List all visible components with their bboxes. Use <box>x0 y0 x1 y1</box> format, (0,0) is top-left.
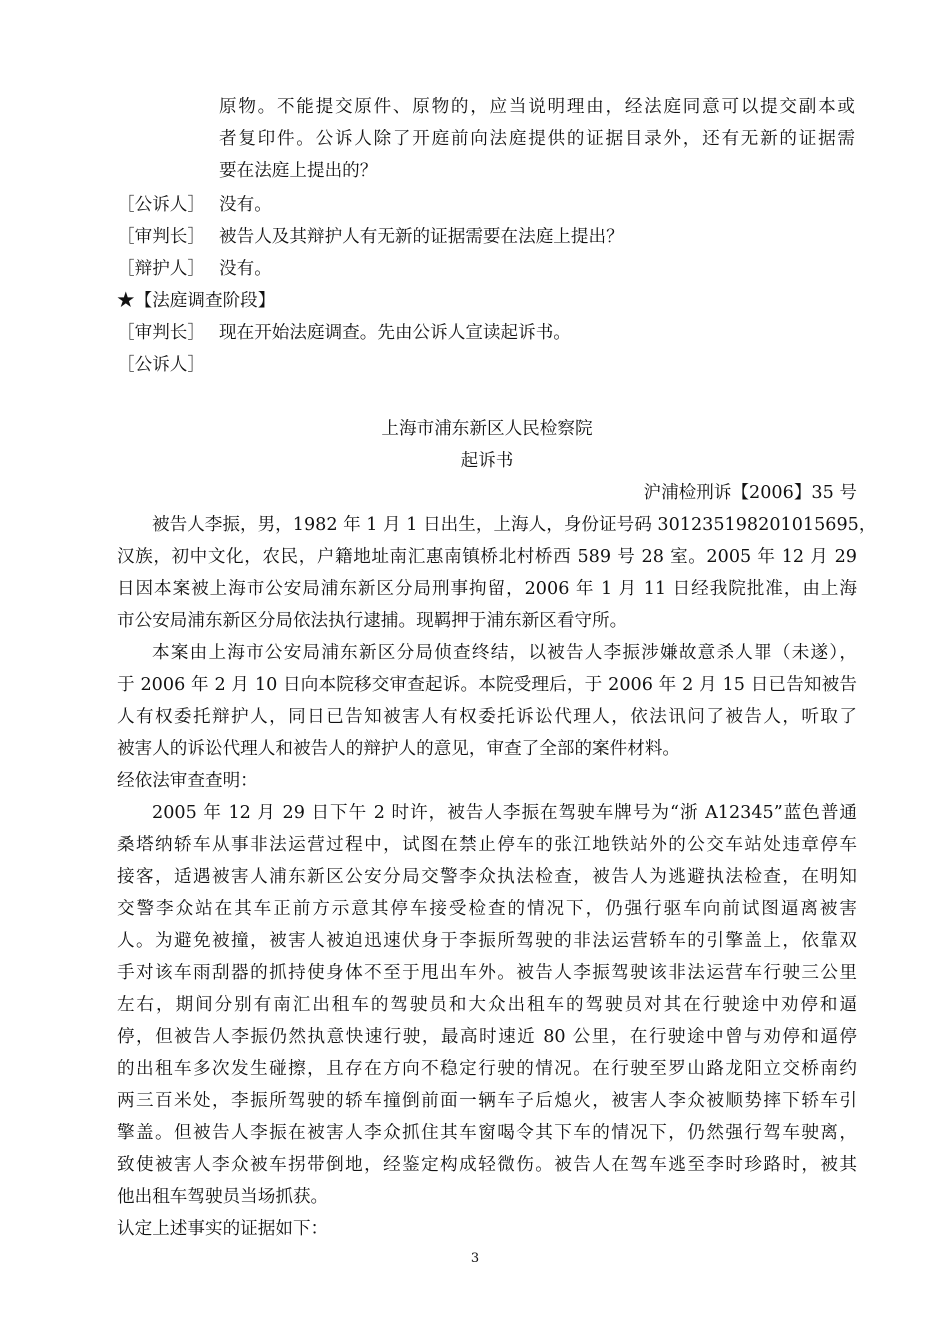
page-number: 3 <box>470 1251 480 1266</box>
dialogue2-text-1: 现在开始法庭调查。先由公诉人宣读起诉书。 <box>219 323 571 343</box>
intro-line-1: 原物。不能提交原件、原物的，应当说明理由，经法庭同意可以提交副本或 <box>219 97 855 117</box>
p4-line-4: 交警李众站在其车正前方示意其停车接受检查的情况下，仍强行驱车向前试图逼离被害 <box>117 899 857 919</box>
p5-line: 认定上述事实的证据如下： <box>117 1219 329 1239</box>
dialogue-speaker-1: ［公诉人］ <box>117 195 205 215</box>
p4-line-11: 擎盖。但被告人李振在被害人李众抓住其车窗喝令其下车的情况下，仍然强行驾车驶离， <box>117 1123 857 1143</box>
p4-line-13: 他出租车驾驶员当场抓获。 <box>117 1187 329 1207</box>
p4-line-6: 手对该车雨刮器的抓持使身体不至于甩出车外。被告人李振驾驶该非法运营车行驶三公里 <box>117 963 857 983</box>
dialogue-text-2: 被告人及其辩护人有无新的证据需要在法庭上提出？ <box>219 227 624 247</box>
indictment-title: 起诉书 <box>460 451 514 471</box>
p4-line-2: 桑塔纳轿车从事非法运营过程中，试图在禁止停车的张江地铁站外的公交车站处违章停车 <box>117 835 857 855</box>
section-heading: ★【法庭调查阶段】 <box>117 291 276 311</box>
p1-line-2: 汉族，初中文化，农民，户籍地址南汇惠南镇桥北村桥西 589 号 28 室。2005 年 12 月 29 <box>117 547 857 567</box>
p4-line-10: 两三百米处，李振所驾驶的轿车撞倒前面一辆车子后熄火，被害人李众被顺势摔下轿车引 <box>117 1091 857 1111</box>
intro-line-3: 要在法庭上提出的？ <box>219 161 378 181</box>
p4-line-5: 人。为避免被撞，被害人被迫迅速伏身于李振所驾驶的非法运营轿车的引擎盖上，依靠双 <box>117 931 857 951</box>
indictment-case-number: 沪浦检刑诉【2006】35 号 <box>643 483 857 503</box>
p2-line-2: 于 2006 年 2 月 10 日向本院移交审查起诉。本院受理后，于 2006 年 2 月 15 日已告知被告 <box>117 675 857 695</box>
p4-line-1: 2005 年 12 月 29 日下午 2 时许，被告人李振在驾驶车牌号为“浙 A12345”蓝色普通 <box>152 803 857 823</box>
dialogue-text-1: 没有。 <box>219 195 272 215</box>
p4-line-3: 接客，适遇被害人浦东新区公安分局交警李众执法检查，被告人为逃避执法检查，在明知 <box>117 867 857 887</box>
p2-line-3: 人有权委托辩护人，同日已告知被害人有权委托诉讼代理人，依法讯问了被告人，听取了 <box>117 707 857 727</box>
p4-line-8: 停，但被告人李振仍然执意快速行驶，最高时速近 80 公里，在行驶途中曾与劝停和逼停 <box>117 1027 857 1047</box>
p4-line-9: 的出租车多次发生碰擦，且存在方向不稳定行驶的情况。在行驶至罗山路龙阳立交桥南约 <box>117 1059 857 1079</box>
p1-line-3: 日因本案被上海市公安局浦东新区分局刑事拘留，2006 年 1 月 11 日经我院批准，由上海 <box>117 579 857 599</box>
dialogue-speaker-3: ［辩护人］ <box>117 259 205 279</box>
dialogue2-speaker-1: ［审判长］ <box>117 323 205 343</box>
p2-line-4: 被害人的诉讼代理人和被告人的辩护人的意见，审查了全部的案件材料。 <box>117 739 681 759</box>
p4-line-12: 致使被害人李众被车拐带倒地，经鉴定构成轻微伤。被告人在驾车逃至李时珍路时，被其 <box>117 1155 857 1175</box>
dialogue2-speaker-2: ［公诉人］ <box>117 355 205 375</box>
p1-line-1: 被告人李振，男，1982 年 1 月 1 日出生，上海人，身份证号码 301235198201015695， <box>152 515 877 535</box>
indictment-org: 上海市浦东新区人民检察院 <box>381 419 593 439</box>
dialogue-speaker-2: ［审判长］ <box>117 227 205 247</box>
intro-line-2: 者复印件。公诉人除了开庭前向法庭提供的证据目录外，还有无新的证据需 <box>219 129 855 149</box>
p2-line-1: 本案由上海市公安局浦东新区分局侦查终结，以被告人李振涉嫌故意杀人罪（未遂）， <box>152 643 857 663</box>
p4-line-7: 左右，期间分别有南汇出租车的驾驶员和大众出租车的驾驶员对其在行驶途中劝停和逼 <box>117 995 857 1015</box>
p1-line-4: 市公安局浦东新区分局依法执行逮捕。现羁押于浦东新区看守所。 <box>117 611 628 631</box>
dialogue-text-3: 没有。 <box>219 259 272 279</box>
p3-line: 经依法审查查明： <box>117 771 258 791</box>
